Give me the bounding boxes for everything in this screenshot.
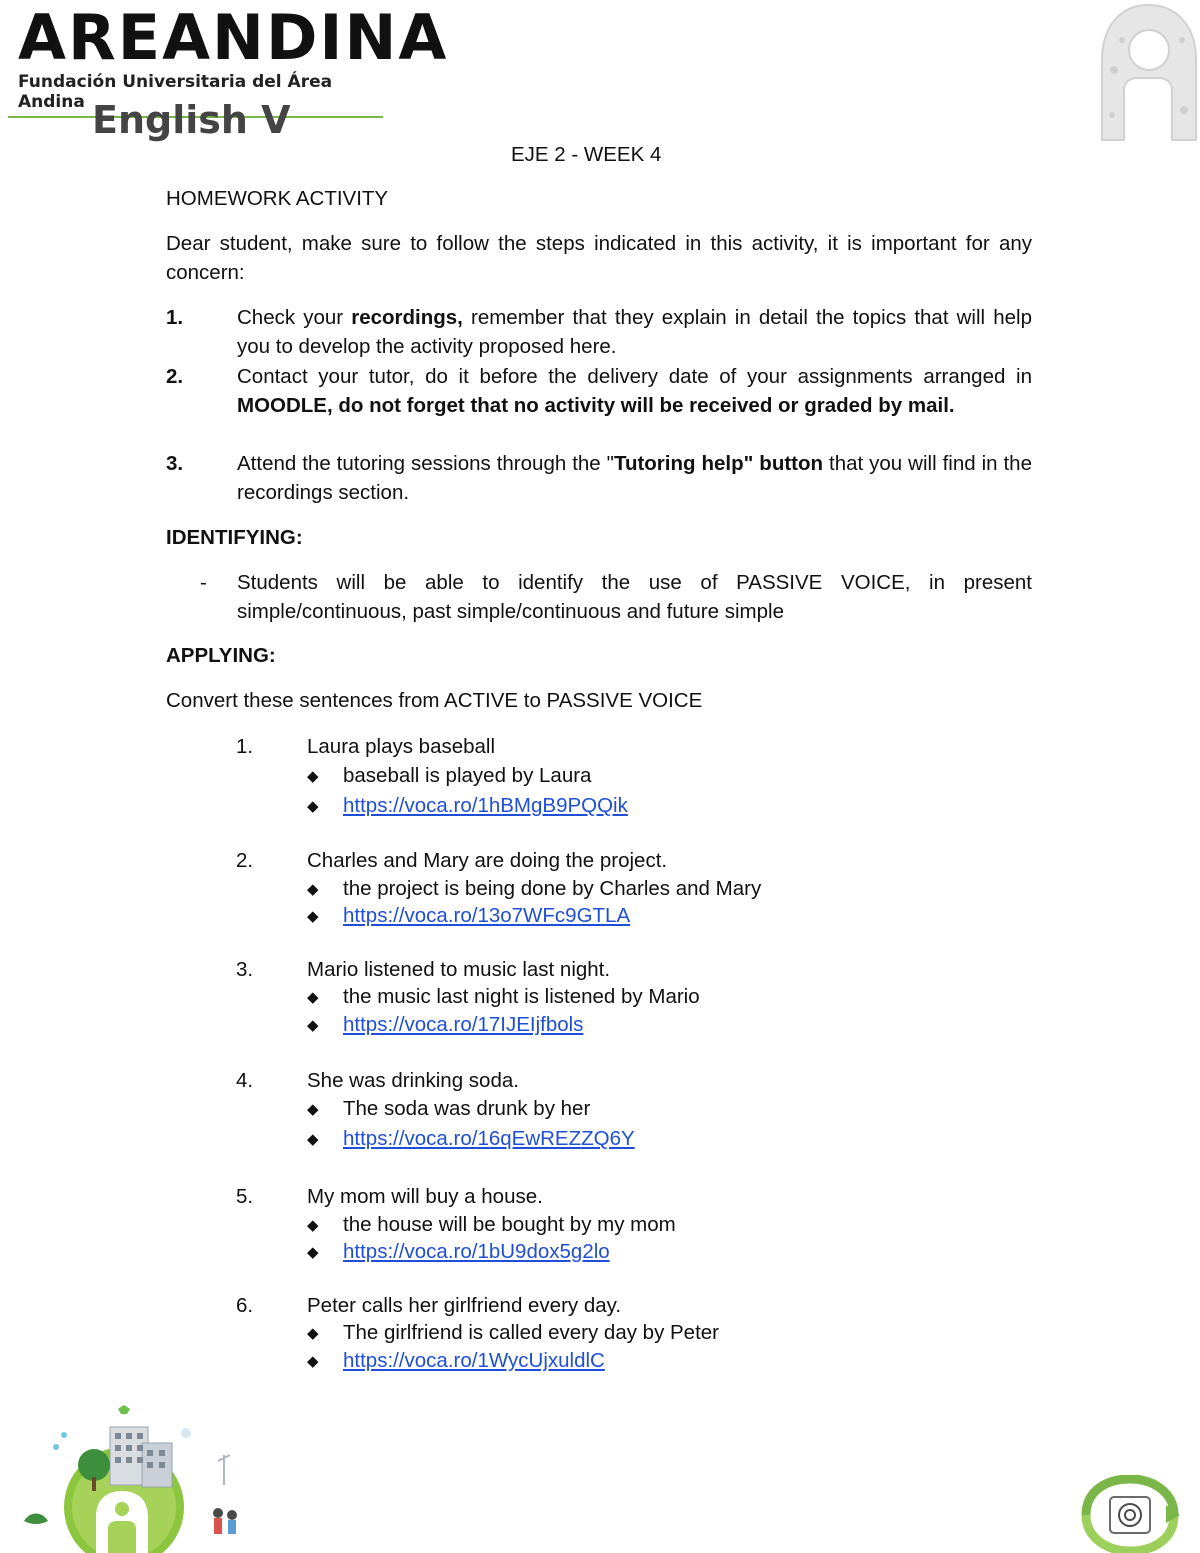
recording-link[interactable]: https://voca.ro/16qEwREZZQ6Y — [343, 1127, 635, 1150]
diamond-bullet-icon: ◆ — [307, 881, 319, 898]
exercise-sentence: Laura plays baseball — [307, 735, 496, 758]
diamond-bullet-icon: ◆ — [307, 908, 319, 925]
applying-instruction: Convert these sentences from ACTIVE to PASSIVE VOICE — [166, 689, 703, 712]
answer-text: The soda was drunk by her — [343, 1097, 591, 1120]
recording-link[interactable]: https://voca.ro/1bU9dox5g2lo — [343, 1240, 610, 1263]
link-item — [307, 791, 628, 821]
step-number: 1. — [166, 306, 184, 329]
exercise-sentence: Mario listened to music last night. — [307, 958, 611, 981]
exercise-sentence: Peter calls her girlfriend every day. — [307, 1294, 622, 1317]
answer-item — [307, 982, 700, 1012]
exercise-number: 3. — [236, 958, 254, 981]
diamond-bullet-icon: ◆ — [307, 1244, 319, 1261]
diamond-bullet-icon: ◆ — [307, 798, 319, 815]
answer-text: the project is being done by Charles and Mary — [343, 877, 762, 900]
link-item — [307, 1237, 610, 1267]
answer-item — [307, 1318, 719, 1348]
step-text: Contact your tutor, do it before the delivery date of your assignments arranged in MOODLE, do not forget that no activity will be received or graded by mail. — [237, 365, 1032, 417]
recording-link[interactable]: https://voca.ro/1hBMgB9PQQik — [343, 794, 628, 817]
intro-paragraph: Dear student, make sure to follow the steps indicated in this activity, it is important for any concern: — [166, 232, 1032, 284]
step-number: 3. — [166, 452, 184, 475]
course-title: English V — [92, 98, 291, 142]
recording-link[interactable]: https://voca.ro/1WycUjxuldlC — [343, 1349, 605, 1372]
recording-link[interactable]: https://voca.ro/13o7WFc9GTLA — [343, 904, 631, 927]
exercise-sentence: My mom will buy a house. — [307, 1185, 543, 1208]
identifying-item — [166, 568, 1032, 626]
logo-subtitle: Fundación Universitaria del Área Andina — [18, 72, 333, 112]
exercise-number: 6. — [236, 1294, 254, 1317]
exercise-number: 2. — [236, 849, 254, 872]
link-item — [307, 901, 630, 931]
answer-item — [307, 1210, 676, 1240]
step-text: Check your recordings, remember that they explain in detail the topics that will help you to develop the activity proposed here. — [237, 306, 1032, 358]
areandina-mark-icon — [1092, 0, 1200, 145]
sustainability-illustration-icon — [14, 1405, 254, 1553]
link-item — [307, 1124, 635, 1154]
link-item — [307, 1010, 583, 1040]
answer-text: the house will be bought by my mom — [343, 1213, 676, 1236]
diamond-bullet-icon: ◆ — [307, 1217, 319, 1234]
step-1 — [166, 303, 1032, 361]
answer-text: The girlfriend is called every day by Peter — [343, 1321, 720, 1344]
applying-heading: APPLYING: — [166, 644, 276, 667]
step-2 — [166, 362, 1032, 420]
diamond-bullet-icon: ◆ — [307, 1325, 319, 1342]
homework-heading: HOMEWORK ACTIVITY — [166, 187, 389, 210]
diamond-bullet-icon: ◆ — [307, 989, 319, 1006]
diamond-bullet-icon: ◆ — [307, 1353, 319, 1370]
link-item — [307, 1346, 605, 1376]
page-title: EJE 2 - WEEK 4 — [511, 143, 662, 166]
diamond-bullet-icon: ◆ — [307, 1017, 319, 1034]
identifying-heading: IDENTIFYING: — [166, 526, 303, 549]
identifying-text: Students will be able to identify the use of PASSIVE VOICE, in present simple/continuous, past simple/continuous and future simple — [237, 571, 1032, 623]
dash-bullet: - — [200, 571, 207, 594]
exercise-number: 5. — [236, 1185, 254, 1208]
step-number: 2. — [166, 365, 184, 388]
diamond-bullet-icon: ◆ — [307, 1101, 319, 1118]
answer-text: baseball is played by Laura — [343, 764, 592, 787]
answer-item — [307, 761, 591, 791]
exercise-sentence: Charles and Mary are doing the project. — [307, 849, 668, 872]
answer-item — [307, 1094, 590, 1124]
step-3 — [166, 449, 1032, 507]
step-text: Attend the tutoring sessions through the "Tutoring help" button that you will find in the recordings section. — [237, 452, 1032, 504]
answer-text: the music last night is listened by Mario — [343, 985, 700, 1008]
answer-item — [307, 874, 761, 904]
exercise-number: 1. — [236, 735, 254, 758]
exercise-sentence: She was drinking soda. — [307, 1069, 519, 1092]
diamond-bullet-icon: ◆ — [307, 1131, 319, 1148]
logo-wordmark: AREANDINA — [18, 1, 449, 74]
diamond-bullet-icon: ◆ — [307, 768, 319, 785]
exercise-number: 4. — [236, 1069, 254, 1092]
recording-link[interactable]: https://voca.ro/17IJEIjfbols — [343, 1013, 584, 1036]
recycle-seal-icon — [1074, 1475, 1184, 1553]
